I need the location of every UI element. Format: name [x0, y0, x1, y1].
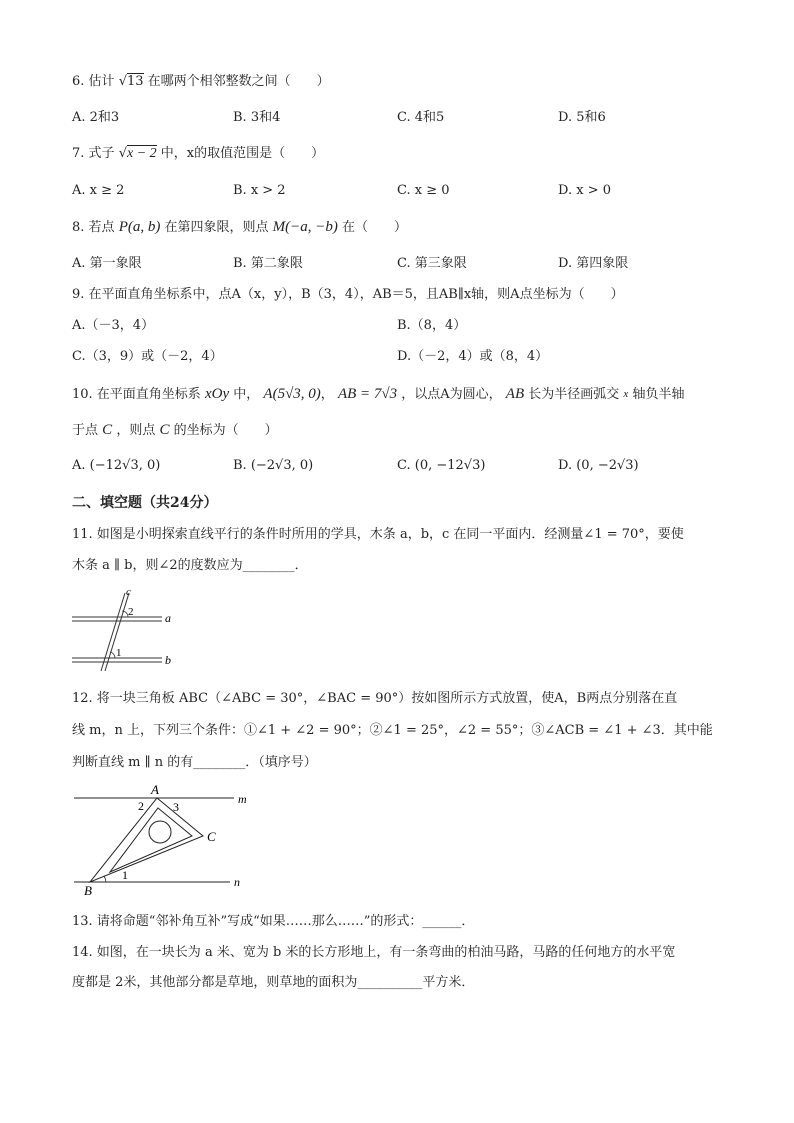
q10-stem-line1: 10. 在平面直角坐标系 xOy 中， A(5√3, 0)， AB = 7√3 ，以点A为圆心， AB 长为半径画弧交 $^x$ 轴负半轴: [72, 386, 685, 402]
q6-option-b: B. 3和4: [233, 110, 281, 125]
q12-triangle-inner: [110, 808, 192, 872]
q11-wood-c-left: [101, 593, 125, 671]
q12-triangle-outer: [90, 798, 203, 882]
q11-label-c: c: [126, 586, 131, 598]
q8-option-c: C. 第三象限: [397, 256, 467, 271]
q6-stem-post: 在哪两个相邻整数之间（ ）: [147, 74, 330, 89]
q8-option-a: A. 第一象限: [72, 256, 142, 271]
q9-stem: 9. 在平面直角坐标系中，点A（x，y），B（3，4），AB＝5，且AB∥x轴，则A点坐标为（ ）: [72, 287, 624, 302]
q10-stem-pre: 10. 在平面直角坐标系: [72, 387, 201, 402]
q8-stem-mid: 在第四象限，则点: [164, 220, 269, 235]
q10-line2-post: 的坐标为（ ）: [173, 423, 278, 438]
q10-option-a: A. (−12√3, 0): [72, 458, 161, 473]
q12-label-C: C: [207, 829, 216, 844]
q10-system: xOy: [204, 386, 230, 402]
q10-option-b: B. (−2√3, 0): [233, 458, 314, 473]
q11-line1: 11. 如图是小明探索直线平行的条件时所用的学具，木条 a，b，c 在同一平面内．经测量∠1 = 70°，要使: [72, 527, 684, 542]
q12-label-3: 3: [173, 800, 179, 814]
q10-option-c: C. (0, −12√3): [397, 458, 486, 473]
q11-line2: 木条 a ∥ b，则∠2的度数应为________．: [72, 558, 308, 573]
q12-line1: 12. 将一块三角板 ABC（∠ABC = 30°，∠BAC = 90°）按如图所示方式放置，使A，B两点分别落在直: [72, 691, 678, 706]
q10-line2-mid: ，则点: [116, 423, 156, 438]
q14-line1: 14. 如图，在一块长为 a 米、宽为 b 米的长方形地上，有一条弯曲的柏油马路，马路的任何地方的水平宽: [72, 945, 676, 960]
q6-option-d: D. 5和6: [558, 110, 606, 125]
q9-option-c: C.（3，9）或（－2，4）: [72, 349, 223, 364]
q10-x-axis: x: [623, 388, 629, 400]
q11-label-a: a: [165, 611, 171, 625]
q10-stem-line2: [72, 420, 278, 441]
q6-option-c: C. 4和5: [397, 110, 445, 125]
q10-stem-a: 中，: [233, 387, 260, 402]
q8-stem-post: 在（ ）: [342, 220, 408, 235]
q12-label-1: 1: [122, 868, 128, 882]
q7-option-a: A. x ≥ 2: [72, 183, 125, 198]
q12-triangle-hole: [149, 821, 171, 843]
q12-label-B: B: [84, 883, 92, 898]
q8-point-p: P(a, b): [118, 219, 161, 235]
q10-ab: AB: [505, 386, 525, 402]
q8-point-m: M(−a, −b): [272, 219, 338, 235]
q11-label-2: 2: [128, 606, 134, 618]
q7-option-d: D. x > 0: [558, 183, 611, 198]
q14-line2: 度都是 2米，其他部分都是草地，则草地的面积为__________平方米．: [72, 975, 475, 990]
q8-stem: [72, 217, 407, 238]
q13-text: 13. 请将命题“邻补角互补”写成“如果……那么……”的形式：______．: [72, 914, 475, 929]
q12-label-2: 2: [138, 799, 144, 813]
q6-radicand: 13: [126, 74, 144, 89]
q10-line2-pre: 于点: [72, 423, 99, 438]
q10-point-c: C: [102, 422, 113, 438]
q10-stem-b: ，以点A为圆心，: [401, 387, 502, 402]
q11-figure: [66, 585, 196, 671]
q7-stem: [72, 144, 324, 164]
q8-stem-pre: 8. 若点: [72, 220, 115, 235]
q7-stem-pre: 7. 式子: [72, 146, 115, 161]
q12-figure: [68, 780, 258, 898]
q11-wood-c-right: [105, 593, 129, 671]
q9-option-b: B.（8，4）: [397, 318, 467, 333]
q10-stem-d: 轴负半轴: [632, 387, 685, 402]
q6-stem: [72, 72, 330, 92]
q11-label-b: b: [165, 653, 171, 667]
q12-line3: 判断直线 m ∥ n 的有________．（填序号）: [72, 755, 317, 770]
q7-stem-post: 中，x的取值范围是（ ）: [160, 146, 325, 161]
q10-ab-length: AB = 7√3: [337, 386, 398, 402]
q8-option-b: B. 第二象限: [233, 256, 303, 271]
q12-line2: 线 m，n 上，下列三个条件：①∠1 + ∠2 = 90°；②∠1 = 25°，∠2 = 55°；③∠ACB = ∠1 + ∠3．其中能: [72, 723, 713, 738]
q12-label-m: m: [238, 792, 247, 806]
q7-option-c: C. x ≥ 0: [397, 183, 450, 198]
q6-stem-pre: 6. 估计: [72, 74, 115, 89]
q11-label-1: 1: [116, 647, 122, 659]
q6-sqrt: √13: [118, 74, 144, 89]
q9-option-a: A.（－3，4）: [72, 318, 155, 333]
q10-point-c-2: C: [159, 422, 170, 438]
q12-angle1-arc: [104, 876, 106, 882]
q12-label-n: n: [234, 875, 240, 889]
q7-radicand: x − 2: [126, 146, 157, 161]
q12-label-A: A: [151, 782, 159, 797]
q10-point-a: A(5√3, 0): [263, 386, 321, 402]
q7-sqrt: √x − 2: [118, 146, 157, 161]
q7-option-b: B. x > 2: [233, 183, 286, 198]
q8-option-d: D. 第四象限: [558, 256, 629, 271]
q10-option-d: D. (0, −2√3): [558, 458, 639, 473]
section-fill-in-title: 二、填空题（共24分）: [72, 495, 218, 511]
q6-option-a: A. 2和3: [72, 110, 120, 125]
q10-stem-c: 长为半径画弧交: [528, 387, 620, 402]
q9-option-d: D.（－2，4）或（8，4）: [397, 349, 549, 364]
